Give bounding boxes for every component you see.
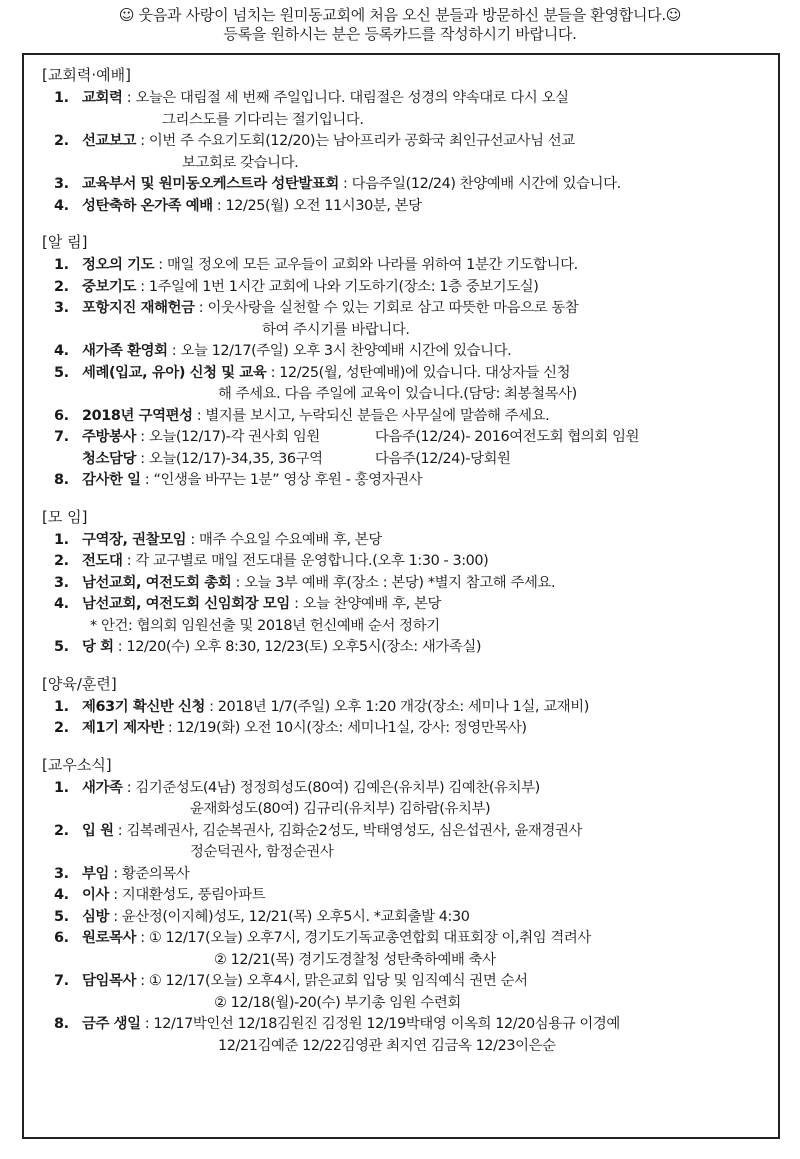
item-text-cont: 윤재화성도(80여) 김규리(유치부) 김하람(유치부) [190, 801, 491, 817]
item-text: 각 교구별로 매일 전도대를 운영합니다.(오후 1:30 - 3:00) [135, 553, 489, 569]
item-text: 다음주(12/24)- 2016여전도회 협의회 임원 [374, 429, 640, 445]
item-label: 제63기 확신반 신청 [82, 698, 205, 715]
item-sep: : [154, 257, 167, 273]
list-item [42, 341, 764, 363]
item-sep: : [136, 133, 149, 149]
item-number: 2. [54, 278, 69, 295]
item-number: 7. [54, 429, 69, 445]
item-label: 선교보고 [82, 133, 137, 149]
item-sep: : [122, 553, 136, 569]
item-sep: : [194, 300, 208, 316]
item-sep: : [140, 472, 154, 488]
item-text: 매주 수요일 수요예배 후, 본당 [199, 531, 382, 548]
list-item [42, 196, 764, 218]
item-number: 3. [54, 865, 69, 882]
item-number: 1. [54, 779, 69, 796]
welcome-line-1: ☺ 웃음과 사랑이 넘치는 원미동교회에 처음 오신 분들과 방문하신 분들을 환영합니다.☺ [118, 6, 682, 24]
item-label: 부임 [82, 865, 110, 882]
item-text: 김기준성도(4남) 정정희성도(80여) 김예은(유치부) 김예찬(유치부) [135, 779, 540, 796]
item-text: 이웃사랑을 실천할 수 있는 기회로 삼고 따뜻한 마음으로 동참 [207, 300, 579, 316]
item-text: 12/19(화) 오전 10시(장소: 세미나1실, 강사: 정영만목사) [176, 720, 527, 736]
welcome-line-2: 등록을 원하시는 분은 등록카드를 작성하시기 바랍니다. [223, 25, 577, 43]
item-sep: : [113, 822, 127, 839]
item-number: 5. [54, 639, 69, 655]
item-number: 2. [54, 133, 69, 149]
item-label: 금주 생일 [82, 1016, 141, 1032]
item-number: 4. [54, 343, 69, 359]
item-label: 담임목사 [82, 973, 137, 989]
list-item [42, 174, 764, 196]
item-label: 제1기 제자반 [82, 720, 164, 736]
item-number: 3. [54, 574, 69, 591]
list-item [42, 971, 764, 1014]
list-item [42, 470, 764, 492]
item-label: 세례(입교, 유아) 신청 및 교육 [82, 364, 267, 381]
item-number: 1. [54, 531, 69, 548]
item-label: 교육부서 및 원미동오케스트라 성탄발표회 [82, 176, 339, 192]
item-text-cont: 12/21김예준 12/22김영관 최지연 김금옥 12/23이은순 [218, 1037, 556, 1054]
list-item [42, 928, 764, 971]
item-number: 3. [54, 300, 69, 316]
item-label: 포항지진 재해헌금 [82, 300, 195, 316]
item-sep: : [140, 1016, 154, 1032]
item-text-cont: ② 12/18(월)-20(수) 부기총 임원 수련회 [214, 994, 461, 1011]
item-number: 6. [54, 407, 69, 424]
item-sep: : [163, 720, 177, 736]
list-item [42, 131, 764, 174]
list-item [42, 864, 764, 886]
item-label: 새가족 환영회 [82, 343, 168, 359]
item-sep: : [186, 531, 199, 548]
item-text: “인생을 바꾸는 1분” 영상 후원 - 홍영자권사 [153, 472, 423, 488]
item-number: 2. [54, 553, 69, 569]
item-label: 당 회 [82, 639, 114, 655]
item-text: 오늘 12/17(주일) 오후 3시 찬양예배 시간에 있습니다. [180, 343, 512, 359]
item-text: 오늘은 대림절 세 번째 주일입니다. 대림절은 성경의 약속대로 다시 오실 [135, 90, 569, 106]
section-title: [알 림] [42, 233, 88, 251]
item-text: 오늘 찬양예배 후, 본당 [302, 596, 441, 612]
welcome-header [0, 6, 800, 44]
section-member-news [42, 755, 764, 1058]
list-item [42, 573, 764, 595]
section-church-calendar [42, 65, 764, 217]
item-sep: : [136, 930, 149, 946]
item-text: 2018년 1/7(주일) 오후 1:20 개강(장소: 세미나 1실, 교재비) [217, 698, 589, 715]
section-title: [양육/훈련] [42, 674, 117, 693]
item-label: 교회력 [82, 90, 123, 106]
item-sep: : [109, 865, 122, 882]
item-text: ① 12/17(오늘) 오후4시, 맑은교회 입당 및 임직예식 권면 순서 [148, 973, 528, 989]
item-text-cont: 하여 주시기를 바랍니다. [262, 321, 410, 338]
section-meetings [42, 507, 764, 659]
item-label: 감사한 일 [82, 472, 141, 488]
item-text: 김복례권사, 김순복권사, 김화순2성도, 박태영성도, 심은섭권사, 윤재경권사 [126, 822, 582, 839]
item-label: 전도대 [82, 553, 123, 569]
item-sep: : [136, 429, 149, 445]
list-item [42, 637, 764, 659]
item-number: 1. [54, 90, 69, 106]
list-item [42, 530, 764, 552]
item-sep: : [204, 698, 218, 715]
list-item [42, 277, 764, 299]
item-number: 3. [54, 176, 69, 192]
list-item [42, 778, 764, 821]
item-label: 심방 [82, 908, 110, 925]
item-sep: : [113, 639, 127, 655]
item-text: 오늘 3부 예배 후(장소 : 본당) *별지 참고해 주세요. [244, 574, 556, 591]
item-sep: : [136, 973, 149, 989]
item-text-cont: 정순덕권사, 함정순권사 [190, 844, 334, 860]
item-sep: : [192, 407, 206, 424]
item-sep: : [231, 574, 245, 591]
item-label: 새가족 [82, 779, 123, 796]
item-number: 1. [54, 698, 69, 715]
item-text-cont: ② 12/21(목) 경기도경찰청 성탄축하예배 축사 [214, 951, 496, 968]
item-text: 별지를 보시고, 누락되신 분들은 사무실에 말씀해 주세요. [205, 407, 550, 424]
item-text: 다음주(12/24)-당회원 [374, 450, 511, 467]
item-note: * 안건: 협의회 임원선출 및 2018년 헌신예배 순서 정하기 [90, 617, 440, 634]
item-label: 원로목사 [82, 930, 137, 946]
list-item [42, 594, 764, 637]
list-item [42, 406, 764, 428]
item-sep: : [136, 278, 149, 295]
section-notices [42, 232, 764, 492]
item-label: 남선교회, 여전도회 신임회장 모임 [82, 596, 290, 612]
item-sep: : [109, 887, 122, 903]
item-sep: : [122, 90, 136, 106]
item-sep: : [167, 343, 181, 359]
item-number: 7. [54, 973, 69, 989]
list-item [42, 697, 764, 719]
item-label: 남선교회, 여전도회 총회 [82, 574, 232, 591]
item-label: 구역장, 권찰모임 [82, 531, 187, 548]
announcement-box [22, 53, 780, 1139]
item-text: 12/25(월) 오전 11시30분, 본당 [225, 197, 422, 214]
item-label: 입 원 [82, 822, 114, 839]
section-title: [교우소식] [42, 755, 112, 774]
list-item [42, 551, 764, 573]
item-text: 12/25(월, 성탄예배)에 있습니다. 대상자들 신청 [279, 364, 571, 381]
item-text-cont: 그리스도를 기다리는 절기입니다. [162, 111, 364, 128]
list-item [42, 907, 764, 929]
item-sep: : [109, 908, 122, 925]
item-text: ① 12/17(오늘) 오후7시, 경기도기독교총연합회 대표회장 이,취임 격려사 [148, 930, 591, 946]
item-number: 2. [54, 720, 69, 736]
item-text: 오늘(12/17)-각 권사회 임원 [148, 429, 320, 445]
list-item [42, 1014, 764, 1057]
item-number: 8. [54, 1016, 69, 1032]
item-text: 다음주일(12/24) 찬양예배 시간에 있습니다. [351, 176, 621, 192]
item-number: 1. [54, 257, 69, 273]
item-text-cont: 해 주세요. 다음 주일에 교육이 있습니다.(담당: 최봉철목사) [218, 386, 577, 402]
item-subrow [82, 449, 764, 471]
item-text: 매일 정오에 모든 교우들이 교회와 나라를 위하여 1분간 기도합니다. [166, 257, 578, 273]
item-text: 오늘(12/17)-34,35, 36구역 [148, 450, 323, 467]
item-sep: : [136, 450, 149, 467]
item-label: 주방봉사 [82, 429, 137, 445]
item-number: 5. [54, 908, 69, 925]
list-item [42, 718, 764, 740]
section-training [42, 674, 764, 740]
item-label: 이사 [82, 887, 110, 903]
item-number: 2. [54, 822, 69, 839]
list-item [42, 298, 764, 341]
list-item [42, 427, 764, 470]
section-title: [모 임] [42, 507, 88, 526]
list-item [42, 821, 764, 864]
item-text: 지대환성도, 풍림아파트 [121, 887, 266, 903]
item-sep: : [338, 176, 352, 192]
item-number: 4. [54, 887, 69, 903]
item-number: 5. [54, 364, 69, 381]
section-title: [교회력·예배] [42, 66, 131, 84]
list-item [42, 885, 764, 907]
item-label: 정오의 기도 [82, 257, 155, 273]
item-label: 청소담당 [82, 450, 137, 467]
item-sep: : [122, 779, 136, 796]
item-number: 4. [54, 197, 69, 214]
item-label: 중보기도 [82, 278, 137, 295]
item-number: 4. [54, 596, 69, 612]
list-item [42, 88, 764, 131]
item-label: 성탄축하 온가족 예배 [82, 197, 213, 214]
item-text: 1주일에 1번 1시간 교회에 나와 기도하기(장소: 1층 중보기도실) [148, 278, 539, 295]
item-text: 이번 주 수요기도회(12/20)는 남아프리카 공화국 최인규선교사님 선교 [148, 133, 575, 149]
item-text-cont: 보고회로 갖습니다. [182, 154, 299, 171]
list-item [42, 255, 764, 277]
item-text: 12/20(수) 오후 8:30, 12/23(토) 오후5시(장소: 새가족실) [126, 639, 482, 655]
item-text: 12/17박인선 12/18김원진 김정원 12/19박태영 이옥희 12/20심용규 이경예 [153, 1016, 620, 1032]
item-text: 윤산정(이지혜)성도, 12/21(목) 오후5시. *교회출발 4:30 [121, 908, 470, 925]
item-text: 황준의목사 [121, 865, 190, 882]
item-number: 6. [54, 930, 69, 946]
item-label: 2018년 구역편성 [82, 407, 193, 424]
item-number: 8. [54, 472, 69, 488]
item-sep: : [212, 197, 226, 214]
item-sep: : [266, 364, 280, 381]
list-item [42, 363, 764, 406]
item-sep: : [289, 596, 303, 612]
